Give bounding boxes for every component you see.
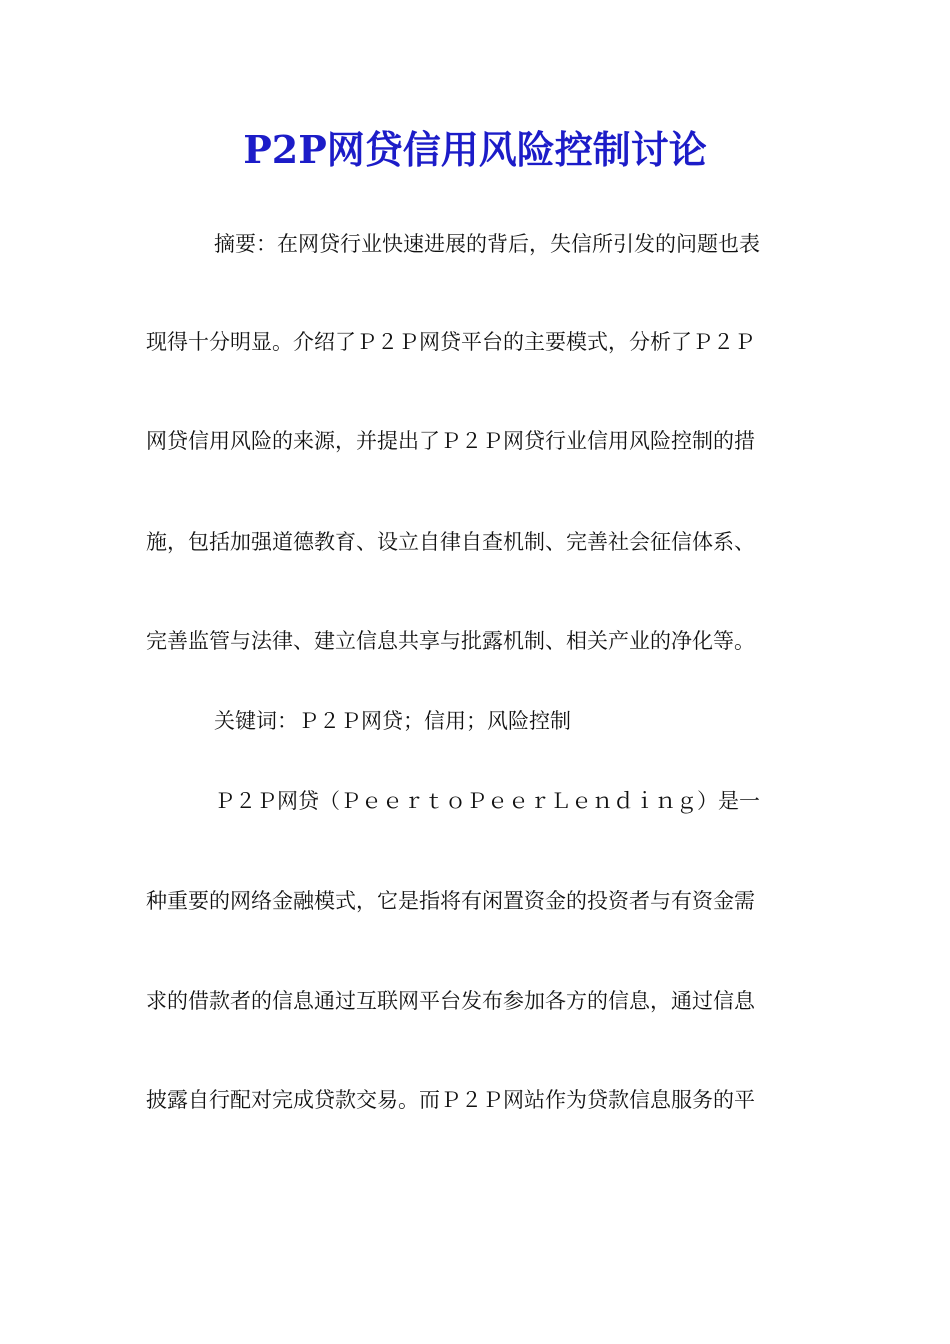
abstract-line-3: 网贷信用风险的来源，并提出了Ｐ２Ｐ网贷行业信用风险控制的措: [146, 429, 755, 453]
body-line-1: Ｐ２Ｐ网贷（ＰｅｅｒｔｏＰｅｅｒＬｅｎｄｉｎｇ）是一: [214, 789, 760, 813]
keywords-line: 关键词：Ｐ２Ｐ网贷；信用；风险控制: [214, 709, 571, 733]
abstract-line-5: 完善监管与法律、建立信息共享与批露机制、相关产业的净化等。: [146, 629, 755, 653]
abstract-line-1: 摘要：在网贷行业快速进展的背后，失信所引发的问题也表: [214, 232, 760, 256]
abstract-line-2: 现得十分明显。介绍了Ｐ２Ｐ网贷平台的主要模式，分析了Ｐ２Ｐ: [146, 330, 755, 354]
body-line-2: 种重要的网络金融模式，它是指将有闲置资金的投资者与有资金需: [146, 889, 755, 913]
document-title: P2P网贷信用风险控制讨论: [243, 127, 707, 172]
abstract-line-4: 施，包括加强道德教育、设立自律自查机制、完善社会征信体系、: [146, 530, 755, 554]
body-line-3: 求的借款者的信息通过互联网平台发布参加各方的信息，通过信息: [146, 989, 755, 1013]
body-line-4: 披露自行配对完成贷款交易。而Ｐ２Ｐ网站作为贷款信息服务的平: [146, 1088, 755, 1112]
